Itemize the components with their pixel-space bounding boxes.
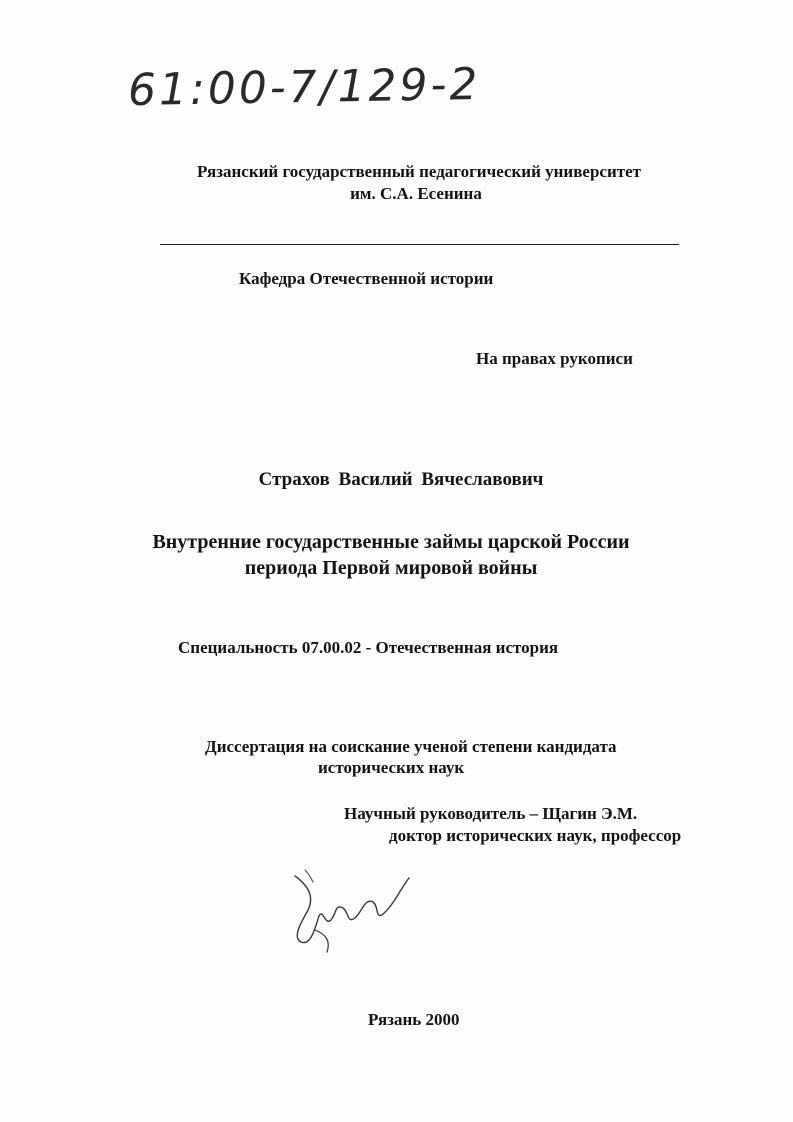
dissertation-title-line1: Внутренние государственные займы царской России <box>152 531 630 553</box>
author-name: Страхов Василий Вячеславович <box>258 469 544 490</box>
dissertation-degree-line1: Диссертация на соискание ученой степени кандидата <box>205 737 617 756</box>
manuscript-rights-label: На правах рукописи <box>476 349 633 368</box>
university-honorific: им. С.А. Есенина <box>350 184 482 203</box>
department-name: Кафедра Отечественной истории <box>239 269 494 288</box>
dissertation-title-line2: периода Первой мировой войны <box>244 557 538 579</box>
specialty-line: Специальность 07.00.02 - Отечественная история <box>178 638 559 657</box>
handwritten-archive-number: 61:00-7/129-2 <box>127 58 481 117</box>
supervisor-line: Научный руководитель – Щагин Э.М. <box>344 804 638 823</box>
university-name: Рязанский государственный педагогический университет <box>197 162 641 181</box>
divider-line <box>160 244 679 245</box>
handwritten-signature <box>285 868 415 958</box>
dissertation-degree-line2: исторических наук <box>318 758 465 777</box>
place-and-year: Рязань 2000 <box>368 1010 460 1029</box>
supervisor-credentials: доктор исторических наук, профессор <box>389 826 682 845</box>
